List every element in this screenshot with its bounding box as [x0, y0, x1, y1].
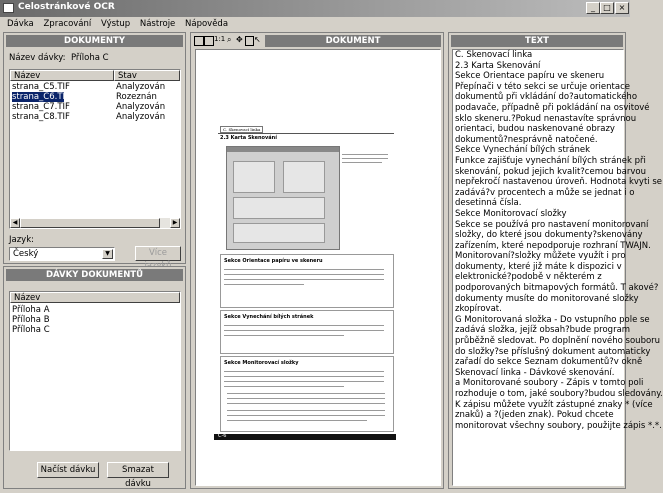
batches-list[interactable] — [9, 291, 181, 451]
document-toolbar — [193, 35, 263, 47]
horizontal-scrollbar[interactable] — [10, 218, 180, 228]
zoom-label[interactable]: 1:1 — [214, 35, 226, 43]
column-header-name[interactable]: Název — [10, 70, 114, 81]
menu-nastroje[interactable]: Nástroje — [139, 19, 176, 29]
grid-view-icon[interactable] — [194, 36, 204, 46]
pointer-icon[interactable]: ↖ — [254, 35, 261, 44]
page-box-orientation — [220, 254, 394, 308]
language-select[interactable] — [9, 247, 115, 261]
column-header-status[interactable]: Stav — [114, 70, 180, 81]
menu-bar — [0, 17, 630, 31]
page-footer-bar — [214, 434, 396, 440]
page-box3-title: Sekce Monitorovací složky — [224, 360, 299, 366]
scroll-left-icon[interactable]: ◀ — [10, 218, 20, 228]
maximize-button[interactable]: □ — [600, 2, 614, 14]
fit-page-icon[interactable] — [204, 36, 214, 46]
move-icon[interactable]: ✥ — [236, 35, 243, 44]
menu-zpracovani[interactable]: Zpracování — [43, 19, 92, 29]
document-name: strana_C8.TIF — [12, 112, 70, 122]
language-value: Český — [13, 249, 39, 259]
page-image — [214, 124, 396, 440]
text-panel — [448, 32, 663, 489]
page-number: C-6 — [218, 433, 227, 439]
document-row[interactable] — [12, 112, 165, 122]
close-button[interactable]: × — [615, 2, 629, 14]
scroll-right-icon[interactable]: ▶ — [170, 218, 180, 228]
page-box-monitoring — [220, 356, 394, 432]
document-row[interactable] — [12, 82, 165, 92]
menu-napoveda[interactable]: Nápověda — [185, 19, 229, 29]
more-languages-button[interactable]: Více — [135, 246, 181, 261]
page-section-title: 2.3 Karta Skenování — [220, 135, 277, 141]
minimize-button[interactable]: _ — [586, 2, 600, 14]
batch-name-value: Příloha C — [70, 53, 109, 63]
batches-panel — [3, 266, 186, 489]
title-bar — [0, 0, 630, 17]
document-row-selected[interactable] — [12, 92, 157, 102]
documents-list[interactable] — [9, 69, 181, 229]
language-label: Jazyk: — [9, 235, 34, 245]
batch-name-label: Název dávky: Příloha C — [9, 53, 109, 63]
menu-vystup[interactable]: Výstup — [100, 19, 131, 29]
page-embedded-screenshot — [226, 146, 340, 250]
document-row[interactable] — [12, 102, 165, 112]
column-header-batch-name[interactable]: Název — [10, 292, 180, 303]
document-status: Rozeznán — [116, 92, 157, 102]
document-status: Analyzován — [116, 112, 166, 122]
select-region-icon[interactable] — [245, 36, 254, 46]
document-header: DOKUMENT — [265, 35, 441, 47]
document-viewer[interactable] — [195, 49, 441, 486]
page-box-blank-pages — [220, 310, 394, 354]
page-breadcrumb: C. Skenovací linka — [220, 126, 263, 133]
document-panel — [190, 32, 444, 489]
load-batch-button[interactable]: Načíst dávku — [37, 462, 99, 478]
document-status: Analyzován — [116, 82, 166, 92]
document-name: strana_C5.TIF — [12, 82, 70, 92]
document-name: strana_C6.TIF — [12, 92, 70, 102]
zoom-icon[interactable]: ⌕ — [227, 35, 232, 44]
app-icon — [3, 3, 14, 13]
window-title: Celostránkové OCR — [18, 2, 115, 12]
batch-row[interactable]: Příloha C — [12, 325, 50, 335]
documents-panel — [3, 32, 186, 264]
document-name: strana_C7.TIF — [12, 102, 70, 112]
menu-davka[interactable]: Dávka — [7, 19, 34, 29]
page-box2-title: Sekce Vynechání bílých stránek — [224, 314, 314, 320]
text-header: TEXT — [451, 35, 623, 47]
recognized-text: C. Skenovací linka 2.3 Karta Skenování Sekce Orientace papíru ve skeneru Přepínači v této sekci se určuje orientace dokumentů při vkládání do?automatického podavače, případně při pokládání na osvitové sklo skeneru.?Pokud nenastavíte správnou orientaci, budou naskenované obrazy dokumentů?nesprávně natočené. Sekce Vynechání bílých stránek Funkce zajišťuje vynechání bílých stránek při skenování, pokud jejich kvalit?cemou barvou nepřekročí nastavenou úroveň. Hodnota kvyti se zadává?v procentech a může se jednat i o desetinná čísla. Sekce Monitorovací složky Sekce se používá pro nastavení monitorovaní složky, do které jsou dokumenty?skenovány zařízením, které nepodporuje rozhraní TWAJN. Monitorovaní?složky můžete využít i pro dokumenty, které již máte k dispozici v elektronické?podobě v některém z podporovaných bitmapových formátů. T akové? dokumenty musíte do monitorované složky zkopírovat. G Monitorovaná složka - Do vstupního pole se zadává složka, jejíž obsah?bude program průběžně sledovat. Po doplnění nového souboru do složky?se příslušný dokument automaticky zařadí do sekce Seznam dokumentů?v okně Skenovací linka - Dávkové skenování. a Monitorované soubory - Zápis v tomto poli rozhoduje o tom, jaké soubory?budou sledovány. K zápisu můžete využít zástupné znaky * (více znaků) a ?(jeden znak). Pokud chcete monitorovat všechny soubory, použijte zápis *.*. — [455, 50, 663, 431]
chevron-down-icon[interactable]: ▼ — [102, 249, 113, 259]
document-status: Analyzován — [116, 102, 166, 112]
recognized-text-area[interactable] — [452, 49, 663, 486]
delete-batch-button[interactable]: Smazat dávku — [107, 462, 169, 478]
batches-header: DÁVKY DOKUMENTŮ — [6, 269, 183, 281]
batch-row[interactable]: Příloha A — [12, 305, 50, 315]
batch-row[interactable]: Příloha B — [12, 315, 50, 325]
scroll-thumb[interactable] — [20, 218, 160, 228]
page-box1-title: Sekce Orientace papíru ve skeneru — [224, 258, 323, 264]
documents-header: DOKUMENTY — [6, 35, 183, 47]
